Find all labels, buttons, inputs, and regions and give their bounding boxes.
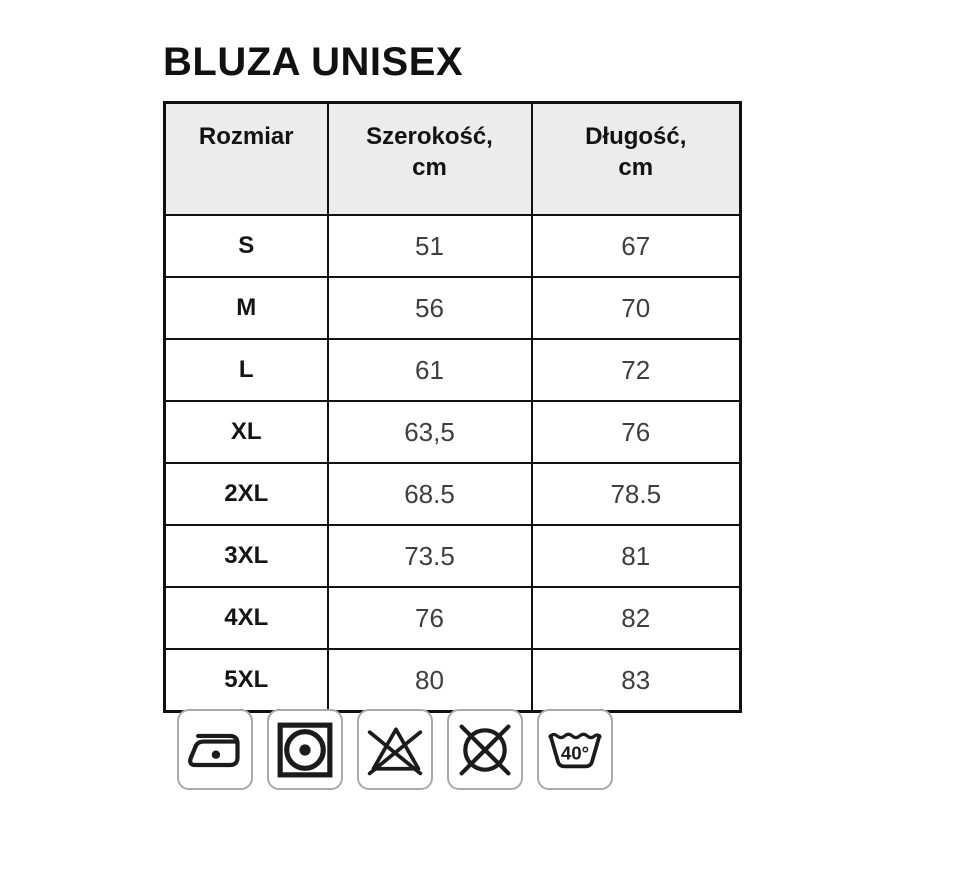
size-label: 3XL — [165, 525, 328, 587]
care-box-wash-40 — [537, 709, 613, 790]
width-value: 61 — [328, 339, 532, 401]
wash-40-icon — [545, 720, 605, 780]
column-header-size: Rozmiar — [165, 103, 328, 216]
column-header-length: Długość, cm — [532, 103, 741, 216]
length-value: 67 — [532, 215, 741, 277]
do-not-dry-clean-icon — [455, 720, 515, 780]
care-instructions-row — [177, 709, 613, 790]
column-header-width: Szerokość, cm — [328, 103, 532, 216]
table-row — [165, 277, 741, 339]
size-label: L — [165, 339, 328, 401]
size-label: 4XL — [165, 587, 328, 649]
length-value: 81 — [532, 525, 741, 587]
table-row — [165, 587, 741, 649]
table-row — [165, 463, 741, 525]
width-value: 80 — [328, 649, 532, 712]
size-chart-table — [163, 101, 742, 713]
width-value: 73.5 — [328, 525, 532, 587]
width-value: 63,5 — [328, 401, 532, 463]
wash-temperature-label: 40° — [560, 741, 590, 763]
care-box-tumble-dry — [267, 709, 343, 790]
width-value: 51 — [328, 215, 532, 277]
length-value: 70 — [532, 277, 741, 339]
page-title: BLUZA UNISEX — [163, 40, 464, 84]
width-value: 56 — [328, 277, 532, 339]
width-value: 68.5 — [328, 463, 532, 525]
length-value: 76 — [532, 401, 741, 463]
table-row — [165, 525, 741, 587]
table-row — [165, 649, 741, 712]
width-value: 76 — [328, 587, 532, 649]
care-box-do-not-dry-clean — [447, 709, 523, 790]
size-label: 2XL — [165, 463, 328, 525]
size-label: S — [165, 215, 328, 277]
table-row — [165, 215, 741, 277]
iron-icon — [185, 720, 245, 780]
tumble-dry-low-icon — [275, 720, 335, 780]
care-box-do-not-bleach — [357, 709, 433, 790]
length-value: 82 — [532, 587, 741, 649]
table-header-row — [165, 103, 741, 216]
length-value: 78.5 — [532, 463, 741, 525]
length-value: 72 — [532, 339, 741, 401]
table-row — [165, 401, 741, 463]
table-row — [165, 339, 741, 401]
do-not-bleach-icon — [365, 720, 425, 780]
size-label: XL — [165, 401, 328, 463]
length-value: 83 — [532, 649, 741, 712]
care-box-iron — [177, 709, 253, 790]
size-label: M — [165, 277, 328, 339]
size-label: 5XL — [165, 649, 328, 712]
